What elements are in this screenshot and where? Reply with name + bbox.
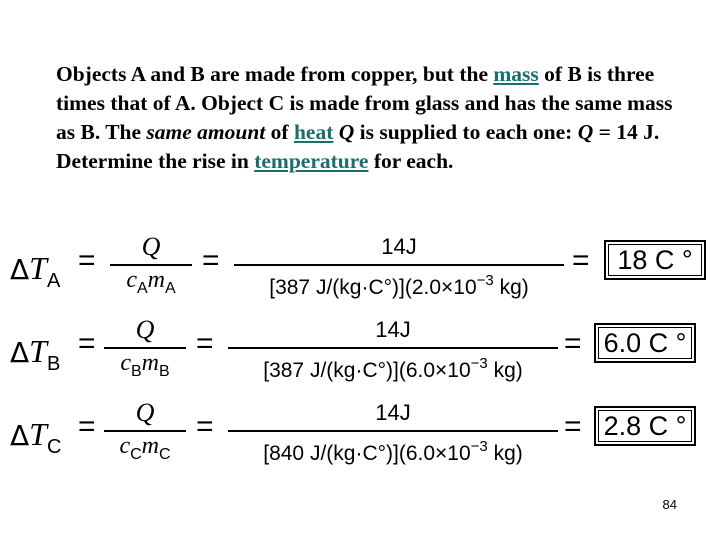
numeric-fraction xyxy=(228,398,558,469)
cm-denominator xyxy=(104,349,186,386)
c-subscript: B xyxy=(130,363,142,380)
equals-sign-1: = xyxy=(78,327,96,360)
equals-sign-2: = xyxy=(196,410,214,443)
heat-link[interactable]: heat xyxy=(293,120,334,144)
denominator-unit: kg) xyxy=(487,442,523,465)
denominator-unit: kg) xyxy=(493,276,529,299)
m-symbol: m xyxy=(141,350,159,376)
problem-text-7: for each. xyxy=(368,149,454,173)
c-subscript: A xyxy=(136,280,148,297)
denominator-main: [387 J/(kg·C°)](6.0×10 xyxy=(263,359,471,382)
problem-statement xyxy=(56,60,688,176)
numeric-fraction xyxy=(234,232,564,303)
equals-sign-3: = xyxy=(564,410,582,443)
lhs-subscript: C xyxy=(46,436,62,458)
delta-symbol: Δ xyxy=(10,336,30,369)
m-subscript: C xyxy=(159,446,171,463)
page-number: 84 xyxy=(662,497,677,512)
q-numerator: Q xyxy=(141,232,161,261)
lhs-delta-t-c xyxy=(10,416,61,459)
heat-numerator: 14J xyxy=(375,400,411,425)
equals-sign-1: = xyxy=(78,244,96,277)
problem-text-3: of xyxy=(265,120,294,144)
numeric-fraction xyxy=(228,315,558,386)
equals-sign-3: = xyxy=(572,244,590,277)
problem-text-2: of B is three times that of A. Object C is made from glass and has the same mass as B. The xyxy=(56,62,673,144)
same-amount-emphasis: same amount xyxy=(146,120,266,144)
c-symbol: c xyxy=(120,350,131,376)
cm-denominator xyxy=(110,266,192,303)
problem-text-1: Objects A and B are made from copper, but the xyxy=(56,62,494,86)
equals-sign-2: = xyxy=(196,327,214,360)
c-symbol: c xyxy=(126,267,137,293)
equation-c xyxy=(10,398,715,478)
equals-sign-1: = xyxy=(78,410,96,443)
delta-symbol: Δ xyxy=(10,419,30,452)
q-over-cm-fraction xyxy=(110,232,192,303)
result-box-b: 6.0 C ° xyxy=(594,323,696,363)
denominator-exponent: −3 xyxy=(470,355,488,372)
lhs-subscript: B xyxy=(46,353,61,375)
m-subscript: B xyxy=(159,363,170,380)
result-box-c: 2.8 C ° xyxy=(594,406,696,446)
q-over-cm-fraction xyxy=(104,398,186,469)
lhs-delta-t-a xyxy=(10,250,60,293)
m-symbol: m xyxy=(147,267,165,293)
q-symbol-2: Q xyxy=(577,120,594,144)
result-box-a: 18 C ° xyxy=(604,240,706,280)
equation-a xyxy=(10,232,715,312)
denominator-exponent: −3 xyxy=(470,438,488,455)
problem-text-5: is supplied to each one: xyxy=(354,120,578,144)
c-symbol: c xyxy=(119,433,131,459)
heat-numerator: 14J xyxy=(381,234,417,259)
t-symbol: T xyxy=(29,250,47,286)
c-subscript: C xyxy=(130,446,142,463)
numeric-denominator xyxy=(234,266,564,303)
t-symbol: T xyxy=(29,333,47,369)
q-over-cm-fraction xyxy=(104,315,186,386)
heat-numerator: 14J xyxy=(375,317,411,342)
temperature-link[interactable]: temperature xyxy=(254,149,369,173)
equation-b xyxy=(10,315,715,395)
equals-sign-2: = xyxy=(202,244,220,277)
problem-text-6: = 14 J. Determine the rise in xyxy=(56,120,660,173)
lhs-subscript: A xyxy=(46,270,61,292)
cm-denominator xyxy=(104,432,186,469)
lhs-delta-t-b xyxy=(10,333,60,376)
q-numerator: Q xyxy=(135,398,155,427)
equals-sign-3: = xyxy=(564,327,582,360)
numeric-denominator xyxy=(228,349,558,386)
denominator-main: [840 J/(kg·C°)](6.0×10 xyxy=(263,442,471,465)
q-numerator: Q xyxy=(135,315,155,344)
denominator-unit: kg) xyxy=(487,359,523,382)
denominator-main: [387 J/(kg·C°)](2.0×10 xyxy=(269,276,477,299)
numeric-denominator xyxy=(228,432,558,469)
m-subscript: A xyxy=(165,280,176,297)
delta-symbol: Δ xyxy=(10,253,30,286)
q-symbol-1: Q xyxy=(338,120,355,144)
denominator-exponent: −3 xyxy=(476,272,494,289)
mass-link[interactable]: mass xyxy=(493,62,539,86)
m-symbol: m xyxy=(141,433,159,459)
t-symbol: T xyxy=(29,416,47,452)
